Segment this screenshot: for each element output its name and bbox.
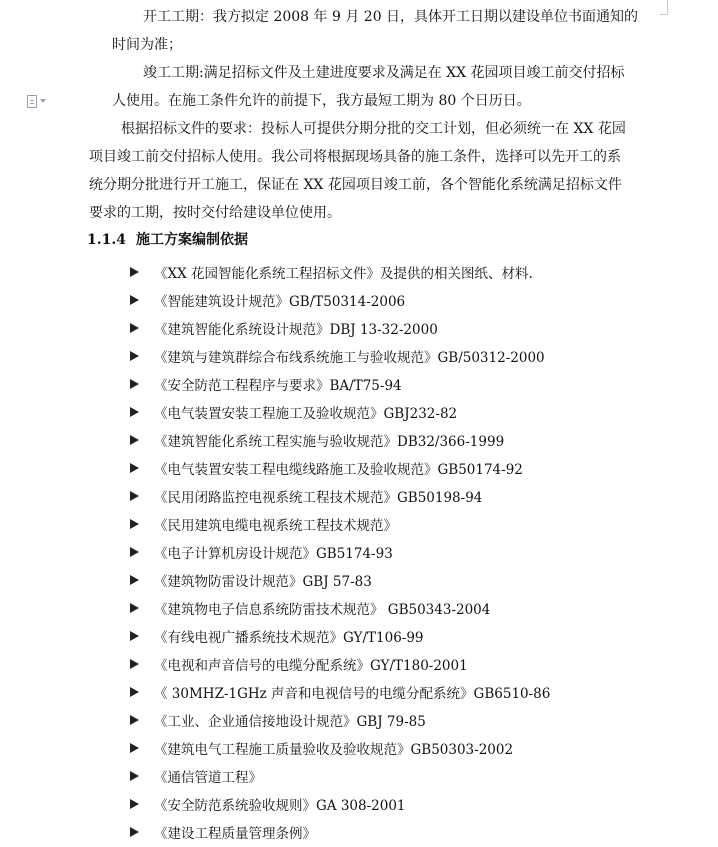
list-item-text: 《建筑电气工程施工质量验收及验收规范》GB50303-2002 [154, 742, 514, 758]
bullet-arrow-icon [130, 715, 139, 725]
bullet-arrow-icon [130, 491, 139, 501]
list-item-text: 《安全防范工程程序与要求》BA/T75-94 [154, 378, 402, 394]
list-item [129, 818, 550, 846]
bullet-arrow-icon [130, 575, 139, 585]
section-number: 1.1.4 [87, 232, 126, 248]
list-item [129, 314, 550, 342]
bullet-arrow-icon [130, 323, 139, 333]
list-item-text: 《通信管道工程》 [154, 770, 262, 786]
bullet-arrow-icon [130, 603, 139, 613]
list-item [129, 510, 550, 538]
list-item-text: 《建设工程质量管理条例》 [154, 826, 316, 842]
list-item [129, 678, 550, 706]
bullet-arrow-icon [130, 407, 139, 417]
reference-list [129, 258, 550, 846]
bullet-arrow-icon [130, 743, 139, 753]
paragraph-line: 项目竣工前交付招标人使用。我公司将根据现场具备的施工条件，选择可以先开工的系 [89, 149, 621, 165]
list-item [129, 762, 550, 790]
list-item-text: 《建筑物电子信息系统防雷技术规范》 GB50343-2004 [154, 602, 491, 618]
list-item [129, 258, 550, 286]
list-item [129, 370, 550, 398]
list-item [129, 706, 550, 734]
bullet-arrow-icon [130, 435, 139, 445]
list-item-text: 《民用闭路监控电视系统工程技术规范》GB50198-94 [154, 490, 483, 506]
bullet-arrow-icon [130, 519, 139, 529]
bullet-arrow-icon [130, 379, 139, 389]
list-item-text: 《电气装置安装工程电缆线路施工及验收规范》GB50174-92 [154, 462, 523, 478]
list-item [129, 454, 550, 482]
list-item [129, 426, 550, 454]
document-options-icon[interactable] [27, 94, 53, 108]
section-title: 施工方案编制依据 [135, 232, 248, 248]
list-item-text: 《电子计算机房设计规范》GB5174-93 [154, 546, 393, 562]
list-item [129, 594, 550, 622]
list-item [129, 734, 550, 762]
page-icon [27, 95, 37, 108]
bullet-arrow-icon [130, 771, 139, 781]
bullet-arrow-icon [130, 547, 139, 557]
margin-marker [660, 14, 668, 15]
paragraph-line: 时间为准； [112, 37, 182, 53]
bullet-arrow-icon [130, 267, 139, 277]
list-item-text: 《有线电视广播系统技术规范》GY/T106-99 [154, 630, 424, 646]
bullet-arrow-icon [130, 799, 139, 809]
bullet-arrow-icon [130, 687, 139, 697]
bullet-arrow-icon [130, 351, 139, 361]
list-item-text: 《电气装置安装工程施工及验收规范》GBJ232-82 [154, 406, 458, 422]
list-item-text: 《电视和声音信号的电缆分配系统》GY/T180-2001 [154, 658, 468, 674]
list-item [129, 482, 550, 510]
list-item-text: 《民用建筑电缆电视系统工程技术规范》 [154, 518, 397, 534]
list-item-text: 《安全防范系统验收规则》GA 308-2001 [154, 798, 406, 814]
paragraph-line: 根据招标文件的要求：投标人可提供分期分批的交工计划，但必须统一在 XX 花园 [121, 121, 626, 137]
paragraph-line: 人使用。在施工条件允许的前提下，我方最短工期为 80 个日历日。 [112, 93, 531, 109]
list-item [129, 650, 550, 678]
list-item-text: 《 30MHZ-1GHz 声音和电视信号的电缆分配系统》GB6510-86 [154, 686, 551, 702]
list-item-text: 《工业、企业通信接地设计规范》GBJ 79-85 [154, 714, 426, 730]
list-item-text: 《XX 花园智能化系统工程招标文件》及提供的相关图纸、材料. [154, 266, 533, 282]
list-item [129, 286, 550, 314]
bullet-arrow-icon [130, 827, 139, 837]
bullet-arrow-icon [130, 659, 139, 669]
chevron-down-icon [40, 99, 46, 103]
list-item [129, 790, 550, 818]
section-heading [87, 230, 248, 250]
list-item [129, 538, 550, 566]
paragraph-line: 开工工期：我方拟定 2008 年 9 月 20 日，具体开工日期以建设单位书面通知的 [143, 9, 639, 25]
bullet-arrow-icon [130, 295, 139, 305]
list-item-text: 《建筑智能化系统工程实施与验收规范》DB32/366-1999 [154, 434, 505, 450]
paragraph-line: 统分期分批进行开工施工，保证在 XX 花园项目竣工前，各个智能化系统满足招标文件 [89, 177, 622, 193]
bullet-arrow-icon [130, 463, 139, 473]
list-item [129, 398, 550, 426]
paragraph-line: 要求的工期，按时交付给建设单位使用。 [89, 205, 341, 221]
list-item [129, 622, 550, 650]
list-item-text: 《智能建筑设计规范》GB/T50314-2006 [154, 294, 406, 310]
bullet-arrow-icon [130, 631, 139, 641]
list-item-text: 《建筑与建筑群综合布线系统施工与验收规范》GB/50312-2000 [154, 350, 545, 366]
list-item [129, 342, 550, 370]
margin-marker [667, 0, 668, 14]
list-item-text: 《建筑物防雷设计规范》GBJ 57-83 [154, 574, 372, 590]
paragraph-line: 竣工工期:满足招标文件及土建进度要求及满足在 XX 花园项目竣工前交付招标 [143, 65, 625, 81]
list-item [129, 566, 550, 594]
list-item-text: 《建筑智能化系统设计规范》DBJ 13-32-2000 [154, 322, 438, 338]
